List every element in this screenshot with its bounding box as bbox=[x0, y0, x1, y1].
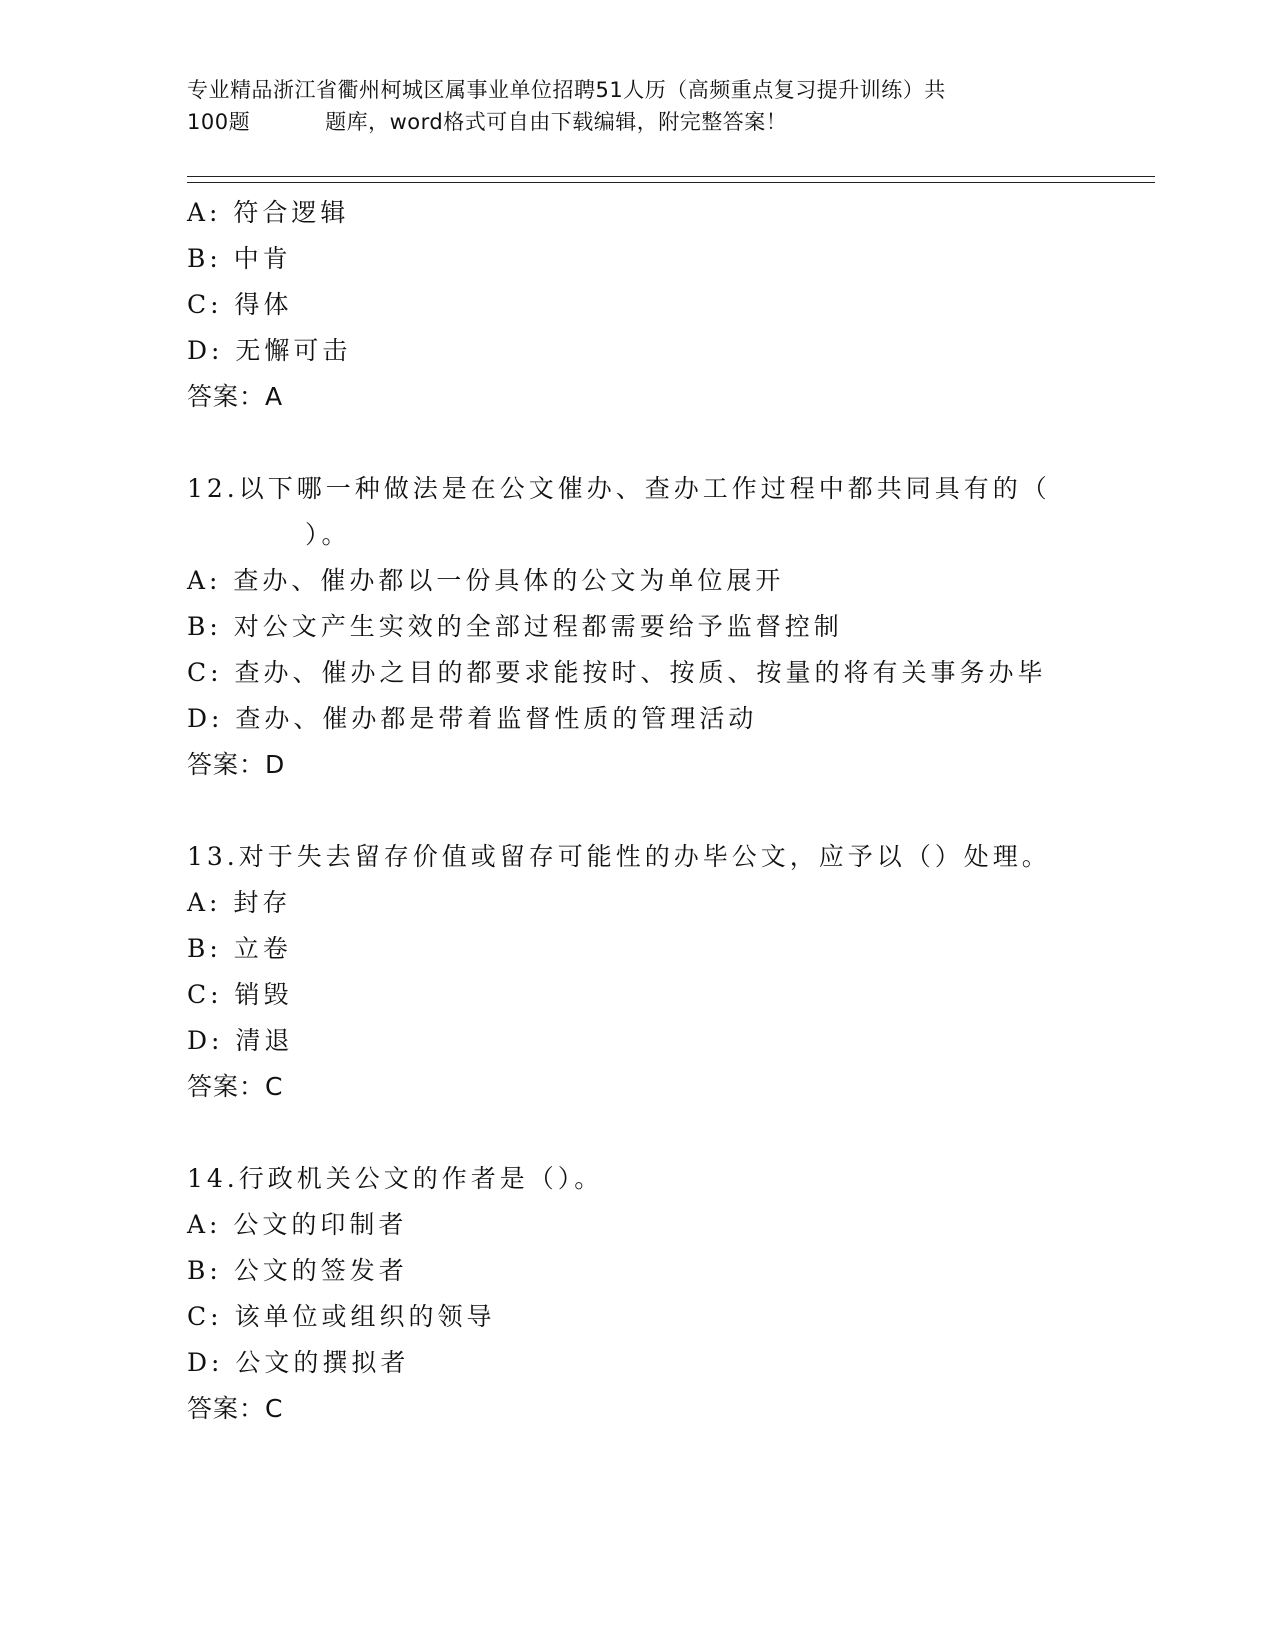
option-a: A: 符合逻辑 bbox=[187, 198, 350, 227]
header-line2-right: 题库，word格式可自由下载编辑，附完整答案！ bbox=[325, 110, 788, 134]
header-title-line1: 专业精品浙江省衢州柯城区属事业单位招聘51人历（高频重点复习提升训练）共 bbox=[187, 78, 946, 102]
option-d: D: 无懈可击 bbox=[187, 336, 352, 365]
question-14 bbox=[187, 1156, 1087, 1432]
option-a: A: 封存 bbox=[187, 888, 292, 917]
header-divider-top bbox=[187, 176, 1155, 177]
question-13 bbox=[187, 834, 1087, 1110]
answer: 答案：A bbox=[187, 382, 284, 411]
option-c: C: 查办、催办之目的都要求能按时、按质、按量的将有关事务办毕 bbox=[187, 658, 1047, 687]
question-12 bbox=[187, 466, 1087, 788]
question-11 bbox=[187, 190, 1087, 420]
header-line2-left: 100题 bbox=[187, 110, 251, 134]
answer: 答案：C bbox=[187, 1394, 284, 1423]
option-c: C: 得体 bbox=[187, 290, 293, 319]
option-d: D: 公文的撰拟者 bbox=[187, 1348, 410, 1377]
document-header bbox=[187, 74, 1087, 138]
question-text: 13.对于失去留存价值或留存可能性的办毕公文，应予以（）处理。 bbox=[187, 842, 1051, 871]
option-d: D: 查办、催办都是带着监督性质的管理活动 bbox=[187, 704, 758, 733]
option-b: B: 对公文产生实效的全部过程都需要给予监督控制 bbox=[187, 612, 843, 641]
option-b: B: 中肯 bbox=[187, 244, 292, 273]
header-title-line2 bbox=[187, 106, 1087, 138]
option-c: C: 该单位或组织的领导 bbox=[187, 1302, 496, 1331]
question-text-continued: ）。 bbox=[305, 520, 351, 549]
answer: 答案：D bbox=[187, 750, 286, 779]
question-text: 12.以下哪一种做法是在公文催办、查办工作过程中都共同具有的（ bbox=[187, 474, 1051, 503]
option-a: A: 公文的印制者 bbox=[187, 1210, 408, 1239]
option-a: A: 查办、催办都以一份具体的公文为单位展开 bbox=[187, 566, 785, 595]
question-list bbox=[187, 190, 1087, 1432]
option-b: B: 立卷 bbox=[187, 934, 292, 963]
answer: 答案：C bbox=[187, 1072, 284, 1101]
option-d: D: 清退 bbox=[187, 1026, 294, 1055]
option-b: B: 公文的签发者 bbox=[187, 1256, 408, 1285]
question-text: 14.行政机关公文的作者是（）。 bbox=[187, 1164, 604, 1193]
option-c: C: 销毁 bbox=[187, 980, 293, 1009]
header-divider-bottom bbox=[187, 182, 1155, 183]
